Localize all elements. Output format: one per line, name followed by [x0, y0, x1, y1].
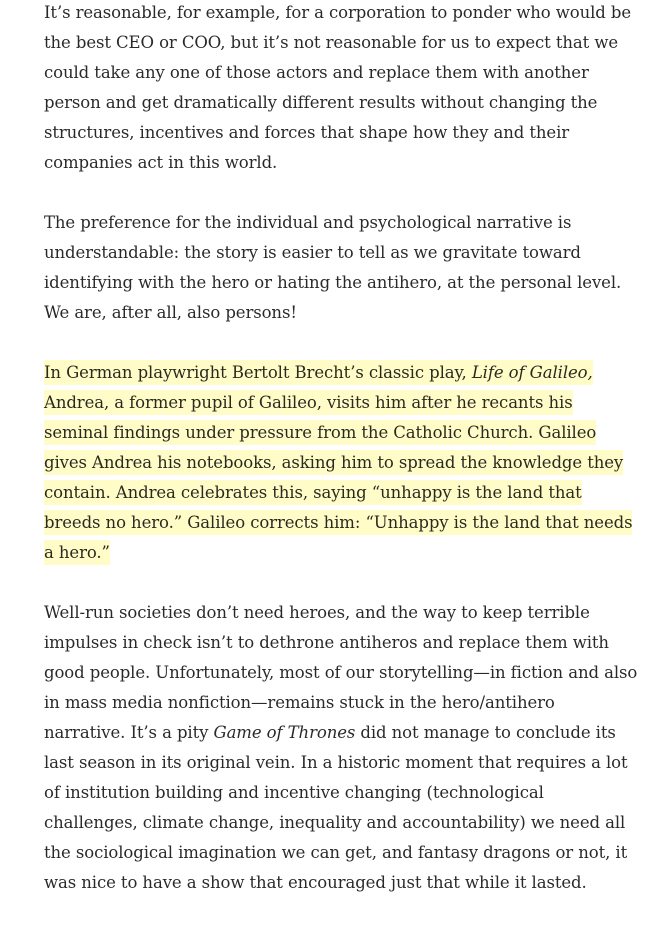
show-title: Game of Thrones: [213, 723, 356, 742]
paragraph-well-run-societies: [44, 598, 640, 898]
paragraph-brecht-galileo: [44, 358, 640, 568]
paragraph-text-before: Well-run societies don’t need heroes, and the way to keep terrible impulses in check isn’t to dethrone antiheros and replace them with good people. Unfortunately, most of our storytelling—in fiction and also in mass media nonfiction—remains stuck in the hero/antihero narrative. It’s a pity: [44, 603, 638, 742]
paragraph-corporation-ceo: It’s reasonable, for example, for a corporation to ponder who would be the best CEO or COO, but it’s not reasonable for us to expect that we could take any one of those actors and replace them with another person and get dramatically different results without changing the structures, incentives and forces that shape how they and their companies act in this world.: [44, 3, 632, 172]
article-body: [44, 0, 640, 928]
play-title: Life of Galileo,: [471, 363, 593, 382]
paragraph-text-after: did not manage to conclude its last season in its original vein. In a historic moment that requires a lot of institution building and incentive changing (technological challenges, climate change, inequality and accountability) we need all the sociological imagination we can get, and fantasy dragons or not, it was nice to have a show that encouraged just that while it lasted.: [44, 723, 628, 892]
highlight-text-after: Andrea, a former pupil of Galileo, visits him after he recants his seminal findings under pressure from the Catholic Church. Galileo gives Andrea his notebooks, asking him to spread the knowledge they contain. Andrea celebrates this, saying “unhappy is the land that breeds no hero.” Galileo corrects him: “Unhappy is the land that needs a hero.”: [44, 393, 633, 562]
paragraph-individual-narrative: The preference for the individual and psychological narrative is understandable: the story is easier to tell as we gravitate toward identifying with the hero or hating the antihero, at the personal level. We are, after all, also persons!: [44, 213, 622, 322]
highlighted-passage[interactable]: [44, 360, 632, 565]
highlight-text-before: In German playwright Bertolt Brecht’s classic play,: [44, 363, 472, 382]
